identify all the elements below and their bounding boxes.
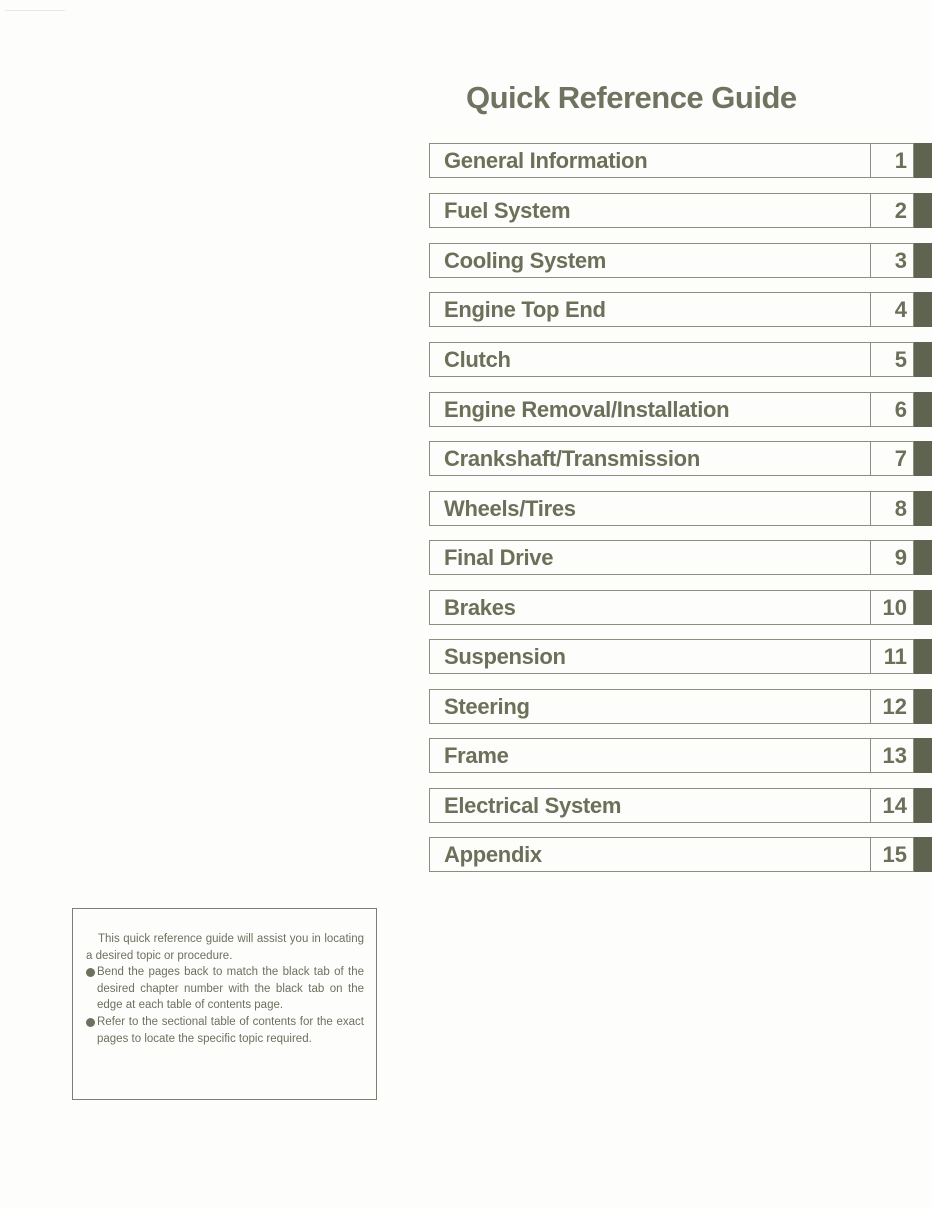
chapter-row-12[interactable] [429, 689, 932, 724]
chapter-number: 5 [894, 347, 907, 372]
chapter-label: Clutch [444, 347, 511, 372]
chapter-row-2[interactable] [429, 193, 932, 228]
chapter-number-box [870, 738, 914, 773]
chapter-tab [914, 143, 932, 178]
chapter-label: Electrical System [444, 792, 622, 818]
page-title: Quick Reference Guide [466, 80, 797, 115]
chapter-label: Appendix [444, 842, 542, 867]
chapter-label-box [429, 441, 871, 476]
chapter-row-8[interactable] [429, 491, 932, 526]
chapter-tab [914, 639, 932, 674]
chapter-row-7[interactable] [429, 441, 932, 476]
usage-note-bullet [86, 1014, 364, 1047]
chapter-row-1[interactable] [429, 143, 932, 178]
chapter-number: 12 [882, 693, 907, 719]
chapter-number-box [870, 143, 914, 178]
chapter-number: 3 [894, 247, 907, 273]
chapter-label: General Information [444, 148, 648, 173]
chapter-label: Steering [444, 693, 530, 719]
chapter-row-10[interactable] [429, 590, 932, 625]
chapter-row-4[interactable] [429, 292, 932, 327]
chapter-tab [914, 540, 932, 575]
chapter-number: 9 [894, 545, 907, 570]
chapter-number: 4 [894, 297, 907, 322]
chapter-number-box [870, 441, 914, 476]
chapter-row-14[interactable] [429, 788, 932, 823]
chapter-tab [914, 689, 932, 724]
chapter-number: 15 [882, 842, 907, 867]
chapter-number-box [870, 639, 914, 674]
chapter-tab [914, 491, 932, 526]
chapter-number-box [870, 590, 914, 625]
chapter-tab [914, 193, 932, 228]
chapter-tab [914, 788, 932, 823]
chapter-number: 2 [894, 198, 907, 223]
chapter-label-box [429, 292, 871, 327]
usage-note-box [72, 908, 377, 1100]
chapter-row-6[interactable] [429, 392, 932, 427]
usage-note-bullet-text: Bend the pages back to match the black tab of the desired chapter number with the black tab on the edge at each table of contents page. [97, 966, 364, 1012]
chapter-number: 10 [882, 594, 907, 620]
chapter-number-box [870, 788, 914, 823]
chapter-tab [914, 292, 932, 327]
chapter-label-box [429, 689, 871, 724]
chapter-label: Cooling System [444, 247, 607, 273]
chapter-tab [914, 342, 932, 377]
chapter-label: Suspension [444, 644, 566, 669]
chapter-label: Wheels/Tires [444, 495, 576, 521]
usage-note-bullet [86, 964, 364, 1014]
chapter-row-5[interactable] [429, 342, 932, 377]
chapter-label-box [429, 788, 871, 823]
chapter-tab [914, 392, 932, 427]
chapter-number: 13 [882, 743, 907, 768]
chapter-label-box [429, 143, 871, 178]
chapter-row-13[interactable] [429, 738, 932, 773]
chapter-row-15[interactable] [429, 837, 932, 872]
chapter-label-box [429, 837, 871, 872]
chapter-number: 14 [882, 792, 907, 818]
chapter-label-box [429, 243, 871, 278]
chapter-label-box [429, 738, 871, 773]
chapter-number-box [870, 392, 914, 427]
chapter-number-box [870, 193, 914, 228]
chapter-label: Engine Removal/Installation [444, 396, 730, 422]
chapter-number: 8 [894, 495, 907, 521]
chapter-row-9[interactable] [429, 540, 932, 575]
chapter-label-box [429, 590, 871, 625]
chapter-number-box [870, 342, 914, 377]
bullet-icon [86, 968, 95, 977]
chapter-number: 6 [894, 396, 907, 422]
chapter-tab [914, 837, 932, 872]
chapter-number: 1 [894, 148, 907, 173]
chapter-label: Final Drive [444, 545, 554, 570]
chapter-label-box [429, 491, 871, 526]
chapter-label-box [429, 540, 871, 575]
chapter-number: 11 [883, 644, 907, 669]
chapter-number: 7 [894, 446, 907, 471]
chapter-number-box [870, 540, 914, 575]
bullet-icon [86, 1018, 95, 1027]
chapter-row-3[interactable] [429, 243, 932, 278]
chapter-label: Engine Top End [444, 297, 606, 322]
chapter-tab [914, 738, 932, 773]
chapter-label: Crankshaft/Transmission [444, 446, 700, 471]
usage-note-intro: This quick reference guide will assist you in locating a desired topic or procedure. [86, 933, 364, 962]
chapter-number-box [870, 689, 914, 724]
chapter-label-box [429, 193, 871, 228]
chapter-number-box [870, 837, 914, 872]
chapter-tab [914, 441, 932, 476]
chapter-label: Brakes [444, 594, 516, 620]
chapter-label: Frame [444, 743, 509, 768]
chapter-number-box [870, 243, 914, 278]
chapter-tab [914, 243, 932, 278]
chapter-label-box [429, 342, 871, 377]
chapter-label: Fuel System [444, 198, 571, 223]
chapter-label-box [429, 392, 871, 427]
scan-mark [5, 10, 65, 11]
chapter-number-box [870, 292, 914, 327]
chapter-number-box [870, 491, 914, 526]
usage-note-bullet-text: Refer to the sectional table of contents for the exact pages to locate the specific topic required. [97, 1015, 364, 1045]
chapter-label-box [429, 639, 871, 674]
chapter-row-11[interactable] [429, 639, 932, 674]
chapter-tab [914, 590, 932, 625]
